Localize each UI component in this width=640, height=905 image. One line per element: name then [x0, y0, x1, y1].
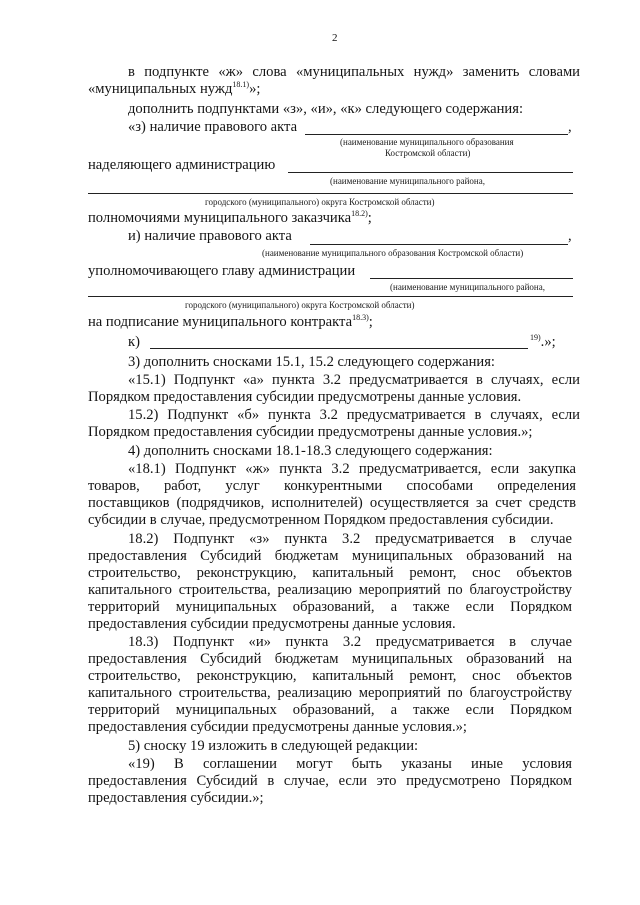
text-line: предоставления Субсидий бюджетам муниципальных образований на — [88, 651, 572, 667]
text-line: дополнить подпунктами «з», «и», «к» следующего содержания: — [128, 101, 524, 117]
text-line: «з) наличие правового акта — [128, 119, 298, 135]
fill-line — [88, 193, 573, 194]
text-line: и) наличие правового акта — [128, 228, 292, 244]
field-caption: Костромской области) — [385, 148, 471, 158]
text-line: товаров, работ, услуг конкурентными способами определения — [88, 478, 576, 494]
text-line: субсидии в случае, предусмотренном Порядком предоставления субсидии. — [88, 512, 554, 528]
text-line: «18.1) Подпункт «ж» пункта 3.2 предусматривается, если закупка — [128, 461, 576, 477]
text-line: капитального строительства, реализацию мероприятий по благоустройству — [88, 685, 572, 701]
text-line: «19) В соглашении могут быть указаны иные условия — [128, 756, 572, 772]
text-line: к) — [128, 334, 140, 350]
text-line: территорий муниципальных образований, а также если Порядком — [88, 599, 572, 615]
fill-line — [88, 296, 573, 297]
text-line: предоставления субсидии.»; — [88, 790, 264, 806]
text-line: «15.1) Подпункт «а» пункта 3.2 предусматривается в случаях, если — [128, 372, 580, 388]
text-line: предоставления Субсидий бюджетам муниципальных образований на — [88, 548, 572, 564]
text-line: поставщиков (подрядчиков, исполнителей) осуществляется за счет средств — [88, 495, 576, 511]
fill-line — [305, 134, 568, 135]
text-line: 3) дополнить сносками 15.1, 15.2 следующего содержания: — [128, 354, 495, 370]
field-caption: (наименование муниципального района, — [390, 282, 545, 292]
text-line: 4) дополнить сносками 18.1-18.3 следующего содержания: — [128, 443, 493, 459]
text-line: , — [568, 119, 572, 135]
text-line: Порядком предоставления субсидии предусмотрены данные условия.»; — [88, 424, 533, 440]
text-line: на подписание муниципального контракта$^{18.3)}$; — [88, 313, 373, 330]
text-line: предоставления Субсидий в случае, если это предусмотрено Порядком — [88, 773, 572, 789]
field-caption: (наименование муниципального района, — [330, 176, 485, 186]
field-caption: (наименование муниципального образования — [340, 137, 514, 147]
text-line: уполномочивающего главу администрации — [88, 263, 356, 279]
text-line: 18.2) Подпункт «з» пункта 3.2 предусматривается в случае — [128, 531, 572, 547]
fill-line — [150, 348, 528, 349]
page-number: 2 — [332, 32, 338, 44]
text-line: «муниципальных нужд$^{18.1)}$»; — [88, 80, 261, 97]
text-line: полномочиями муниципального заказчика$^{18.2)}$; — [88, 209, 372, 226]
text-line: капитального строительства, реализацию мероприятий по благоустройству — [88, 582, 572, 598]
text-line: территорий муниципальных образований, а также если Порядком — [88, 702, 572, 718]
text-line: , — [568, 228, 572, 244]
text-line: предоставления субсидии предусмотрены данные условия.»; — [88, 719, 467, 735]
text-line: 15.2) Подпункт «б» пункта 3.2 предусматривается в случаях, если — [128, 407, 580, 423]
fill-line — [370, 278, 573, 279]
text-line: строительство, реконструкцию, капитальный ремонт, снос объектов — [88, 668, 572, 684]
text-line: наделяющего администрацию — [88, 157, 276, 173]
field-caption: городского (муниципального) округа Костромской области) — [185, 300, 415, 310]
fill-line — [288, 172, 573, 173]
text-line: строительство, реконструкцию, капитальный ремонт, снос объектов — [88, 565, 572, 581]
fill-line — [310, 244, 568, 245]
field-caption: городского (муниципального) округа Костромской области) — [205, 197, 435, 207]
text-line: в подпункте «ж» слова «муниципальных нужд» заменить словами — [128, 64, 580, 80]
text-line: 5) сноску 19 изложить в следующей редакции: — [128, 738, 419, 754]
text-line: $^{19)}$.»; — [530, 333, 556, 350]
text-line: Порядком предоставления субсидии предусмотрены данные условия. — [88, 389, 522, 405]
text-line: предоставления субсидии предусмотрены данные условия. — [88, 616, 456, 632]
field-caption: (наименование муниципального образования Костромской области) — [262, 248, 524, 258]
text-line: 18.3) Подпункт «и» пункта 3.2 предусматривается в случае — [128, 634, 572, 650]
